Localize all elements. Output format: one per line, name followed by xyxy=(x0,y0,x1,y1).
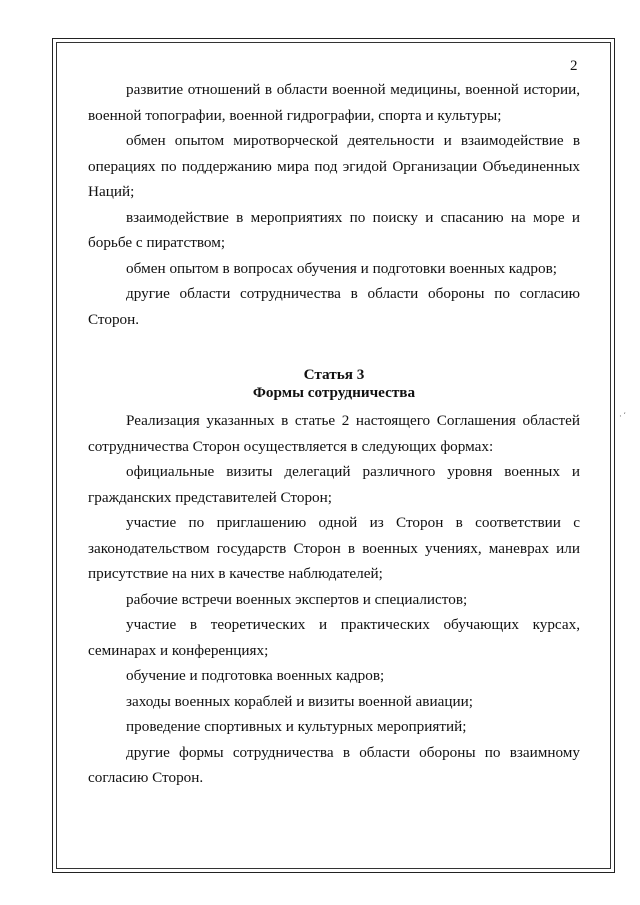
paragraph: официальные визиты делегаций различного уровня военных и гражданских представителей Сторон; xyxy=(88,463,580,506)
paragraph: проведение спортивных и культурных мероприятий; xyxy=(126,718,467,735)
article-number: Статья 3 xyxy=(303,366,365,383)
paragraph: заходы военных кораблей и визиты военной авиации; xyxy=(126,692,473,710)
article-title: Формы сотрудничества xyxy=(252,384,416,401)
paragraph: другие формы сотрудничества в области обороны по взаимному согласию Сторон. xyxy=(88,743,580,786)
scan-speck: · ̕ xyxy=(619,412,625,422)
paragraph: участие в теоретических и практических обучающих курсах, семинарах и конференциях; xyxy=(88,616,580,659)
paragraph: обмен опытом в вопросах обучения и подготовки военных кадров; xyxy=(126,259,557,277)
paragraph: другие области сотрудничества в области обороны по согласию Сторон. xyxy=(88,285,580,328)
paragraph: участие по приглашению одной из Сторон в соответствии с законодательством государств Сторон в военных учениях, маневрах или присутствие на них в качестве наблюдателей; xyxy=(88,514,580,582)
document-body xyxy=(88,77,580,791)
page-number: 2 xyxy=(570,58,578,74)
paragraph: Реализация указанных в статье 2 настоящего Соглашения областей сотрудничества Сторон осуществляется в следующих формах: xyxy=(88,412,580,455)
article-heading xyxy=(88,366,580,402)
paragraph: рабочие встречи военных экспертов и специалистов; xyxy=(126,590,468,608)
paragraph: развитие отношений в области военной медицины, военной истории, военной топографии, военной гидрографии, спорта и культуры; xyxy=(88,81,580,124)
paragraph: обучение и подготовка военных кадров; xyxy=(126,667,385,684)
paragraph: обмен опытом миротворческой деятельности и взаимодействие в операциях по поддержанию мира под эгидой Организации Объединенных Наций; xyxy=(88,132,580,200)
paragraph: взаимодействие в мероприятиях по поиску и спасанию на море и борьбе с пиратством; xyxy=(88,208,580,251)
